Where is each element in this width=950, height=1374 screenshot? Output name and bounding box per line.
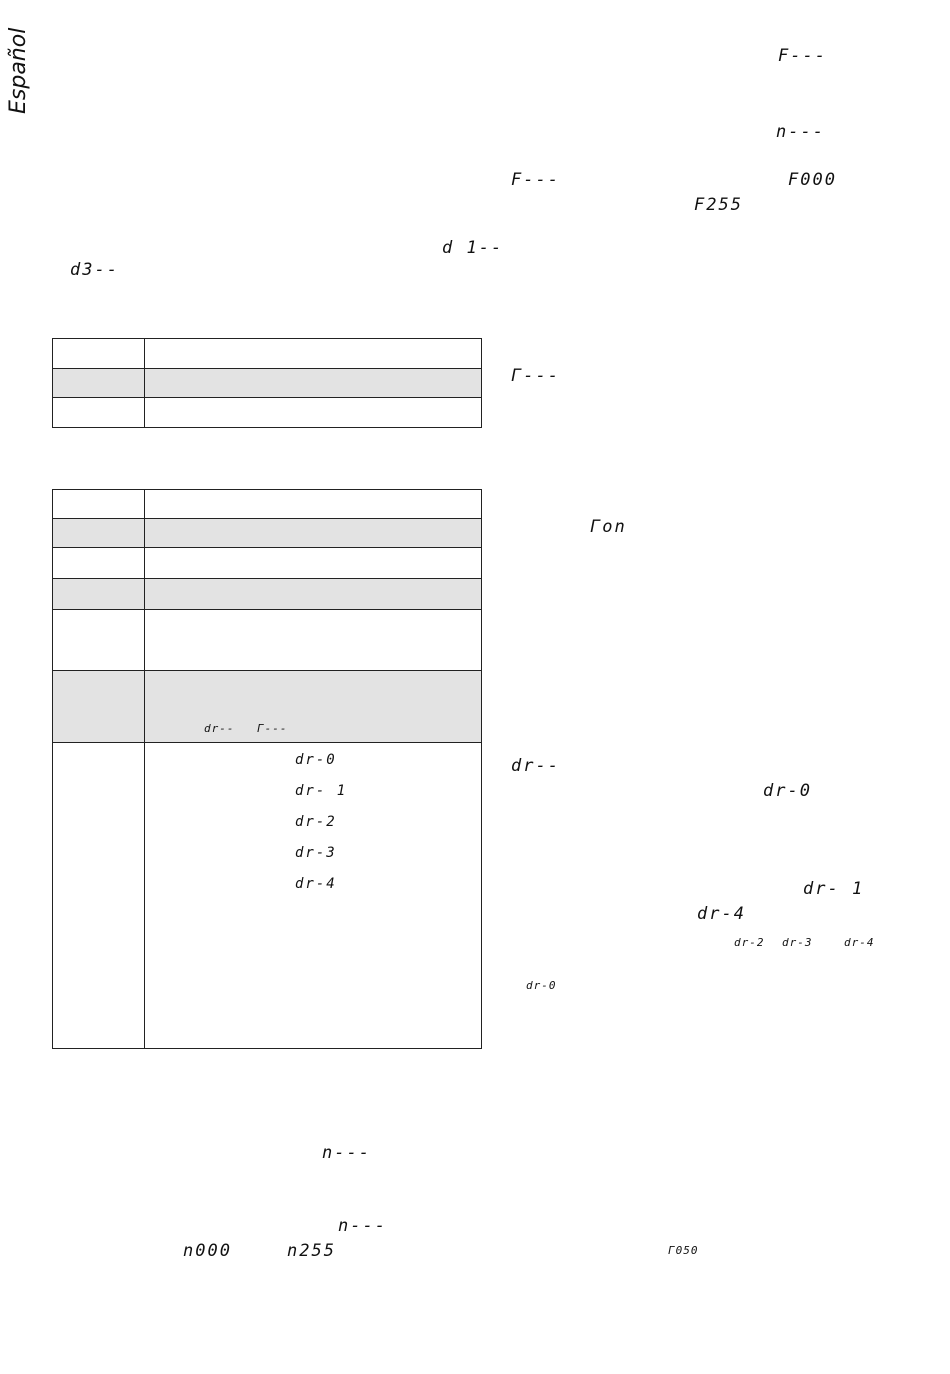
display-code-n-top: n--- (776, 122, 825, 142)
language-label: Español (6, 27, 31, 114)
small-code-dr-0: dr-0 (526, 979, 557, 992)
display-code-n-b: n--- (338, 1216, 387, 1236)
small-code-r050: Γ050 (668, 1244, 699, 1257)
display-code-n-max: n255 (287, 1241, 336, 1261)
table-row (53, 490, 482, 519)
table-row (53, 519, 482, 548)
display-code-n-min: n000 (183, 1241, 232, 1261)
display-code-dr-1: dr- 1 (803, 879, 865, 899)
table-row (53, 398, 482, 428)
mode-table-small (52, 338, 482, 428)
display-code-dr-0: dr-0 (763, 781, 812, 801)
display-code-n-a: n--- (322, 1143, 371, 1163)
dr-code-1: dr- 1 (295, 783, 348, 799)
display-code-f-min: F000 (788, 170, 837, 190)
display-code-d3: d3-- (70, 260, 119, 280)
dr-code-2: dr-2 (295, 814, 337, 830)
dr-code-3: dr-3 (295, 845, 337, 861)
display-code-f-max: F255 (694, 195, 743, 215)
display-code-r-on: Γon (590, 517, 627, 537)
inline-code-dr: dr-- (204, 722, 235, 735)
small-code-dr-2: dr-2 (734, 936, 765, 949)
table-row (53, 579, 482, 610)
settings-table (52, 489, 482, 1049)
display-code-r: Γ--- (511, 366, 560, 386)
display-code-f: F--- (511, 170, 560, 190)
display-code-d1: d 1-- (442, 238, 504, 258)
display-code-dr: dr-- (511, 756, 560, 776)
small-code-dr-4: dr-4 (844, 936, 875, 949)
dr-code-0: dr-0 (295, 752, 337, 768)
table-row (53, 548, 482, 579)
small-code-dr-3: dr-3 (782, 936, 813, 949)
table-row (53, 339, 482, 369)
inline-code-r: Γ--- (257, 722, 288, 735)
display-code-dr-4: dr-4 (697, 904, 746, 924)
display-code-f-top: F--- (778, 46, 827, 66)
table-row (53, 610, 482, 671)
table-row (53, 671, 482, 743)
language-tab (4, 14, 34, 114)
dr-code-4: dr-4 (295, 876, 337, 892)
table-row (53, 369, 482, 398)
table-row (53, 743, 482, 1049)
